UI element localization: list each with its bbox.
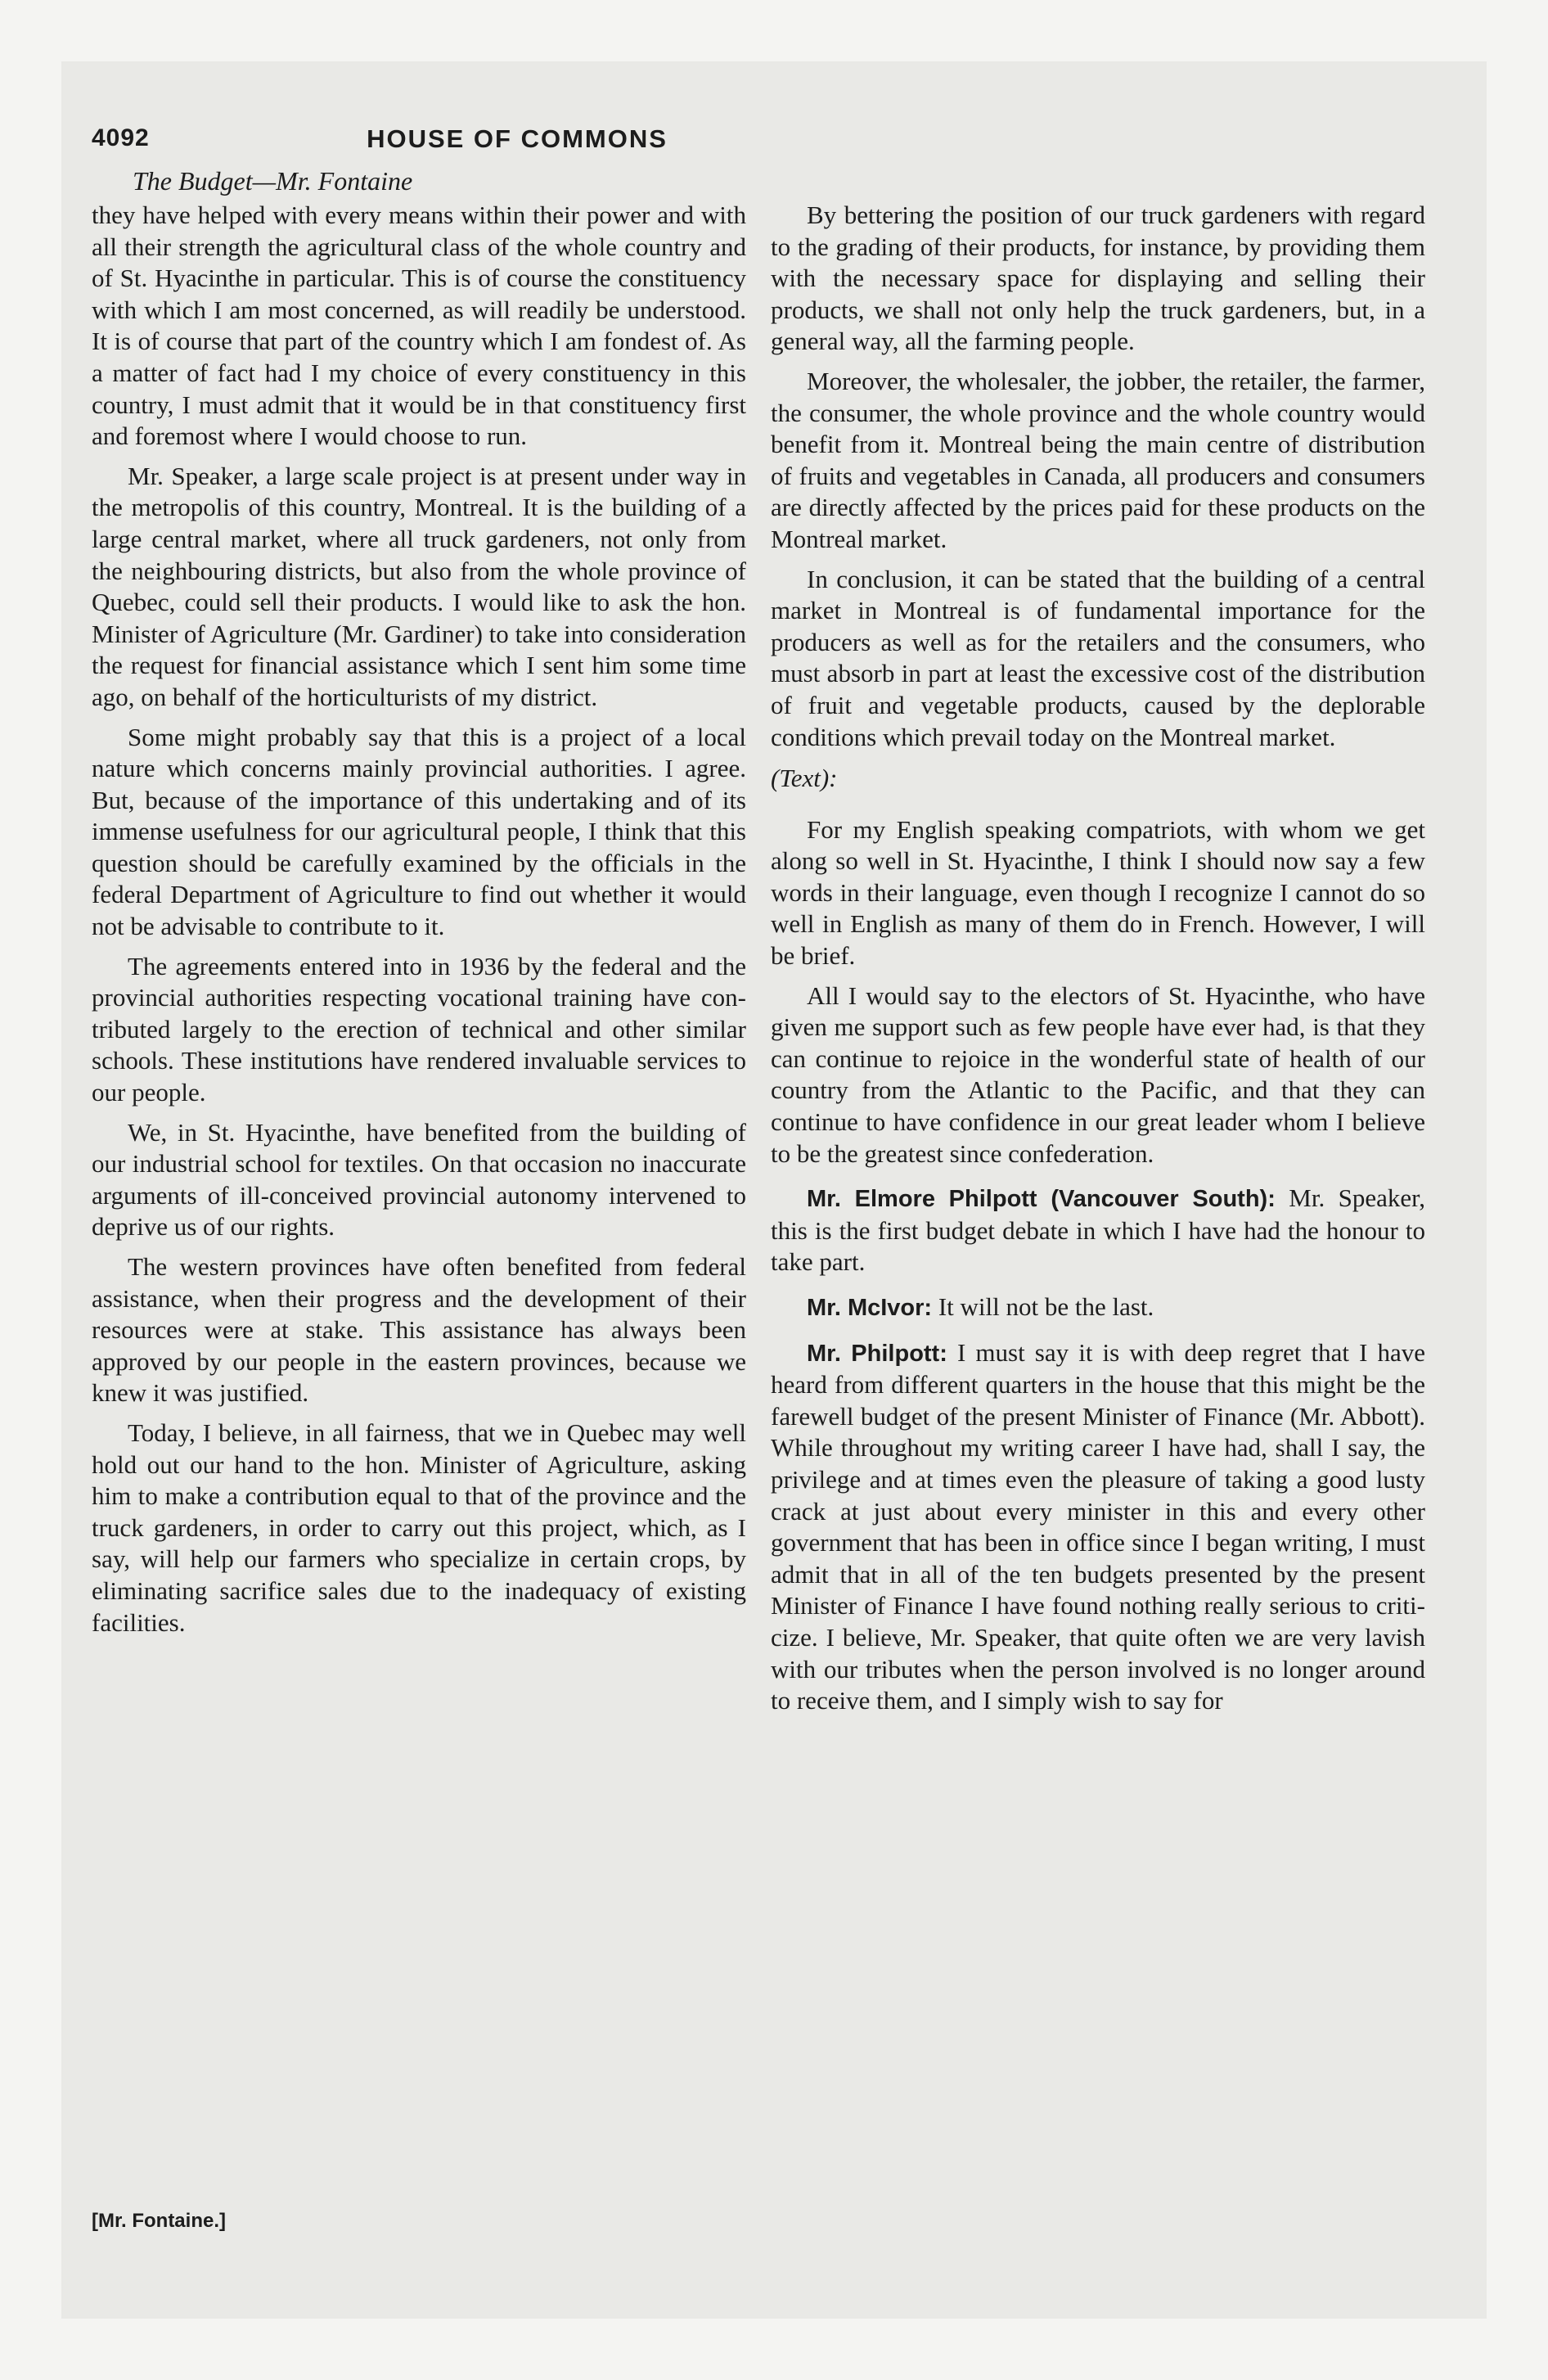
speech-mcivor <box>771 1291 1425 1324</box>
speech-text: I must say it is with deep regret that I have heard from different quarters in the house that this might be the farewell budget of the present Minister of Finance (Mr. Abbott). While throughout my writing career I have had, shall I say, the privilege and at times even the pleasure of taking a good lusty crack at just about every minister in this and every other government that has been in office since I began writing, I must admit that in all of the ten budgets presented by the present Minister of Finance I have found nothing really serious to criticize. I believe, Mr. Speaker, that quite often we are very lavish with our tributes when the person involved is no longer around to receive them, and I simply wish to say for <box>771 1337 1426 1715</box>
paragraph: Moreover, the wholesaler, the jobber, the retailer, the farmer, the consumer, the whole province and the whole country would benefit from it. Montreal being the main centre of distribution of fruits and vegetables in Canada, all producers and consumers are directly affected by the prices paid for these products on the Montreal market. <box>771 366 1425 553</box>
speaker-name: Mr. McIvor: <box>807 1295 933 1321</box>
paragraph: For my English speaking compatriots, with whom we get along so well in St. Hyacinthe, I think I should now say a few words in their language, even though I recognize I cannot do so well in English as many of them do in French. However, I will be brief. <box>771 814 1425 971</box>
paragraph: We, in St. Hyacinthe, have benefited from the building of our industrial school for textiles. On that occasion no inaccurate arguments of ill-conceived provincial autonomy intervened to deprive us of our rights. <box>92 1117 746 1242</box>
speaker-name: Mr. Elmore Philpott (Vancouver South): <box>807 1186 1276 1213</box>
section-subheader: The Budget—Mr. Fontaine <box>133 166 413 196</box>
paragraph: The agreements entered into in 1936 by the federal and the provincial authorities respecting vocational training have contributed largely to the erection of technical and other similar schools. These institutions have rendered invaluable services to our people. <box>92 951 746 1107</box>
page-header <box>92 124 943 165</box>
speech-philpott <box>771 1337 1425 1717</box>
paragraph: Some might probably say that this is a project of a local nature which concerns mainly provincial authorities. I agree. But, because of the importance of this undertaking and of its immense usefulness for our agricultural people, I think that this question should be carefully examined by the officials in the federal Department of Agriculture to find out whether it would not be advisable to contribute to it. <box>92 722 746 941</box>
text-label: (Text): <box>771 764 838 793</box>
paragraph: The western provinces have often benefited from federal assistance, when their progress and the development of their resources were at stake. This assistance has always been approved by our people in the eastern provinces, because we knew it was justified. <box>92 1252 746 1408</box>
right-column <box>771 200 1425 1725</box>
left-column <box>92 200 746 1647</box>
speech-text: It will not be the last. <box>938 1292 1154 1321</box>
paragraph: All I would say to the electors of St. Hyacinthe, who have given me support such as few people have ever had, is that they can continue to rejoice in the wonderful state of health of our country from the Atlantic to the Pacific, and that they can continue to have confidence in our great leader whom I believe to be the greatest since confederation. <box>771 980 1425 1168</box>
speaker-reference-footer: [Mr. Fontaine.] <box>92 2210 226 2232</box>
running-title: HOUSE OF COMMONS <box>367 124 668 153</box>
paragraph: In conclusion, it can be stated that the building of a central market in Montreal is of fundamental importance for the producers as well as for the retailers and the consumers, who must absorb in part at least the excessive cost of the distribution of fruit and vegetable products, caused by the deplorable conditions which prevail today on the Montreal market. <box>771 564 1425 751</box>
paragraph: Today, I believe, in all fairness, that we in Quebec may well hold out our hand to the hon. Minister of Agriculture, asking him to make a contribution equal to that of the province and the truck gardeners, in order to carry out this project, which, as I say, will help our farmers who specialize in certain crops, by eliminating sacrifice sales due to the inadequacy of existing facilities. <box>92 1418 746 1637</box>
page-number: 4092 <box>92 124 150 151</box>
paragraph: they have helped with every means within their power and with all their strength the agricultural class of the whole country and of St. Hyacinthe in particular. This is of course the constituency with which I am most concerned, as will readily be understood. It is of course that part of the country which I am fondest of. As a matter of fact had I my choice of every constituency in this country, I must admit that it would be in that constituency first and foremost where I would choose to run. <box>92 201 746 451</box>
paragraph: Mr. Speaker, a large scale project is at present under way in the metropolis of this country, Montreal. It is the building of a large central market, where all truck gardeners, not only from the neighbouring districts, but also from the whole province of Quebec, could sell their products. I would like to ask the hon. Minister of Agriculture (Mr. Gardiner) to take into consideration the request for financial assistance which I sent him some time ago, on behalf of the horticulturists of my district. <box>92 461 746 711</box>
speaker-name: Mr. Philpott: <box>807 1340 947 1367</box>
speech-philpott-intro <box>771 1183 1425 1278</box>
paragraph: By bettering the position of our truck gardeners with regard to the grading of their products, for instance, by providing them with the necessary space for displaying and selling their products, we shall not only help the truck gardeners, but, in a general way, all the farming people. <box>771 201 1425 356</box>
speech-text: Mr. Speaker, this is the first budget debate in which I have had the honour to take part. <box>771 1183 1425 1277</box>
